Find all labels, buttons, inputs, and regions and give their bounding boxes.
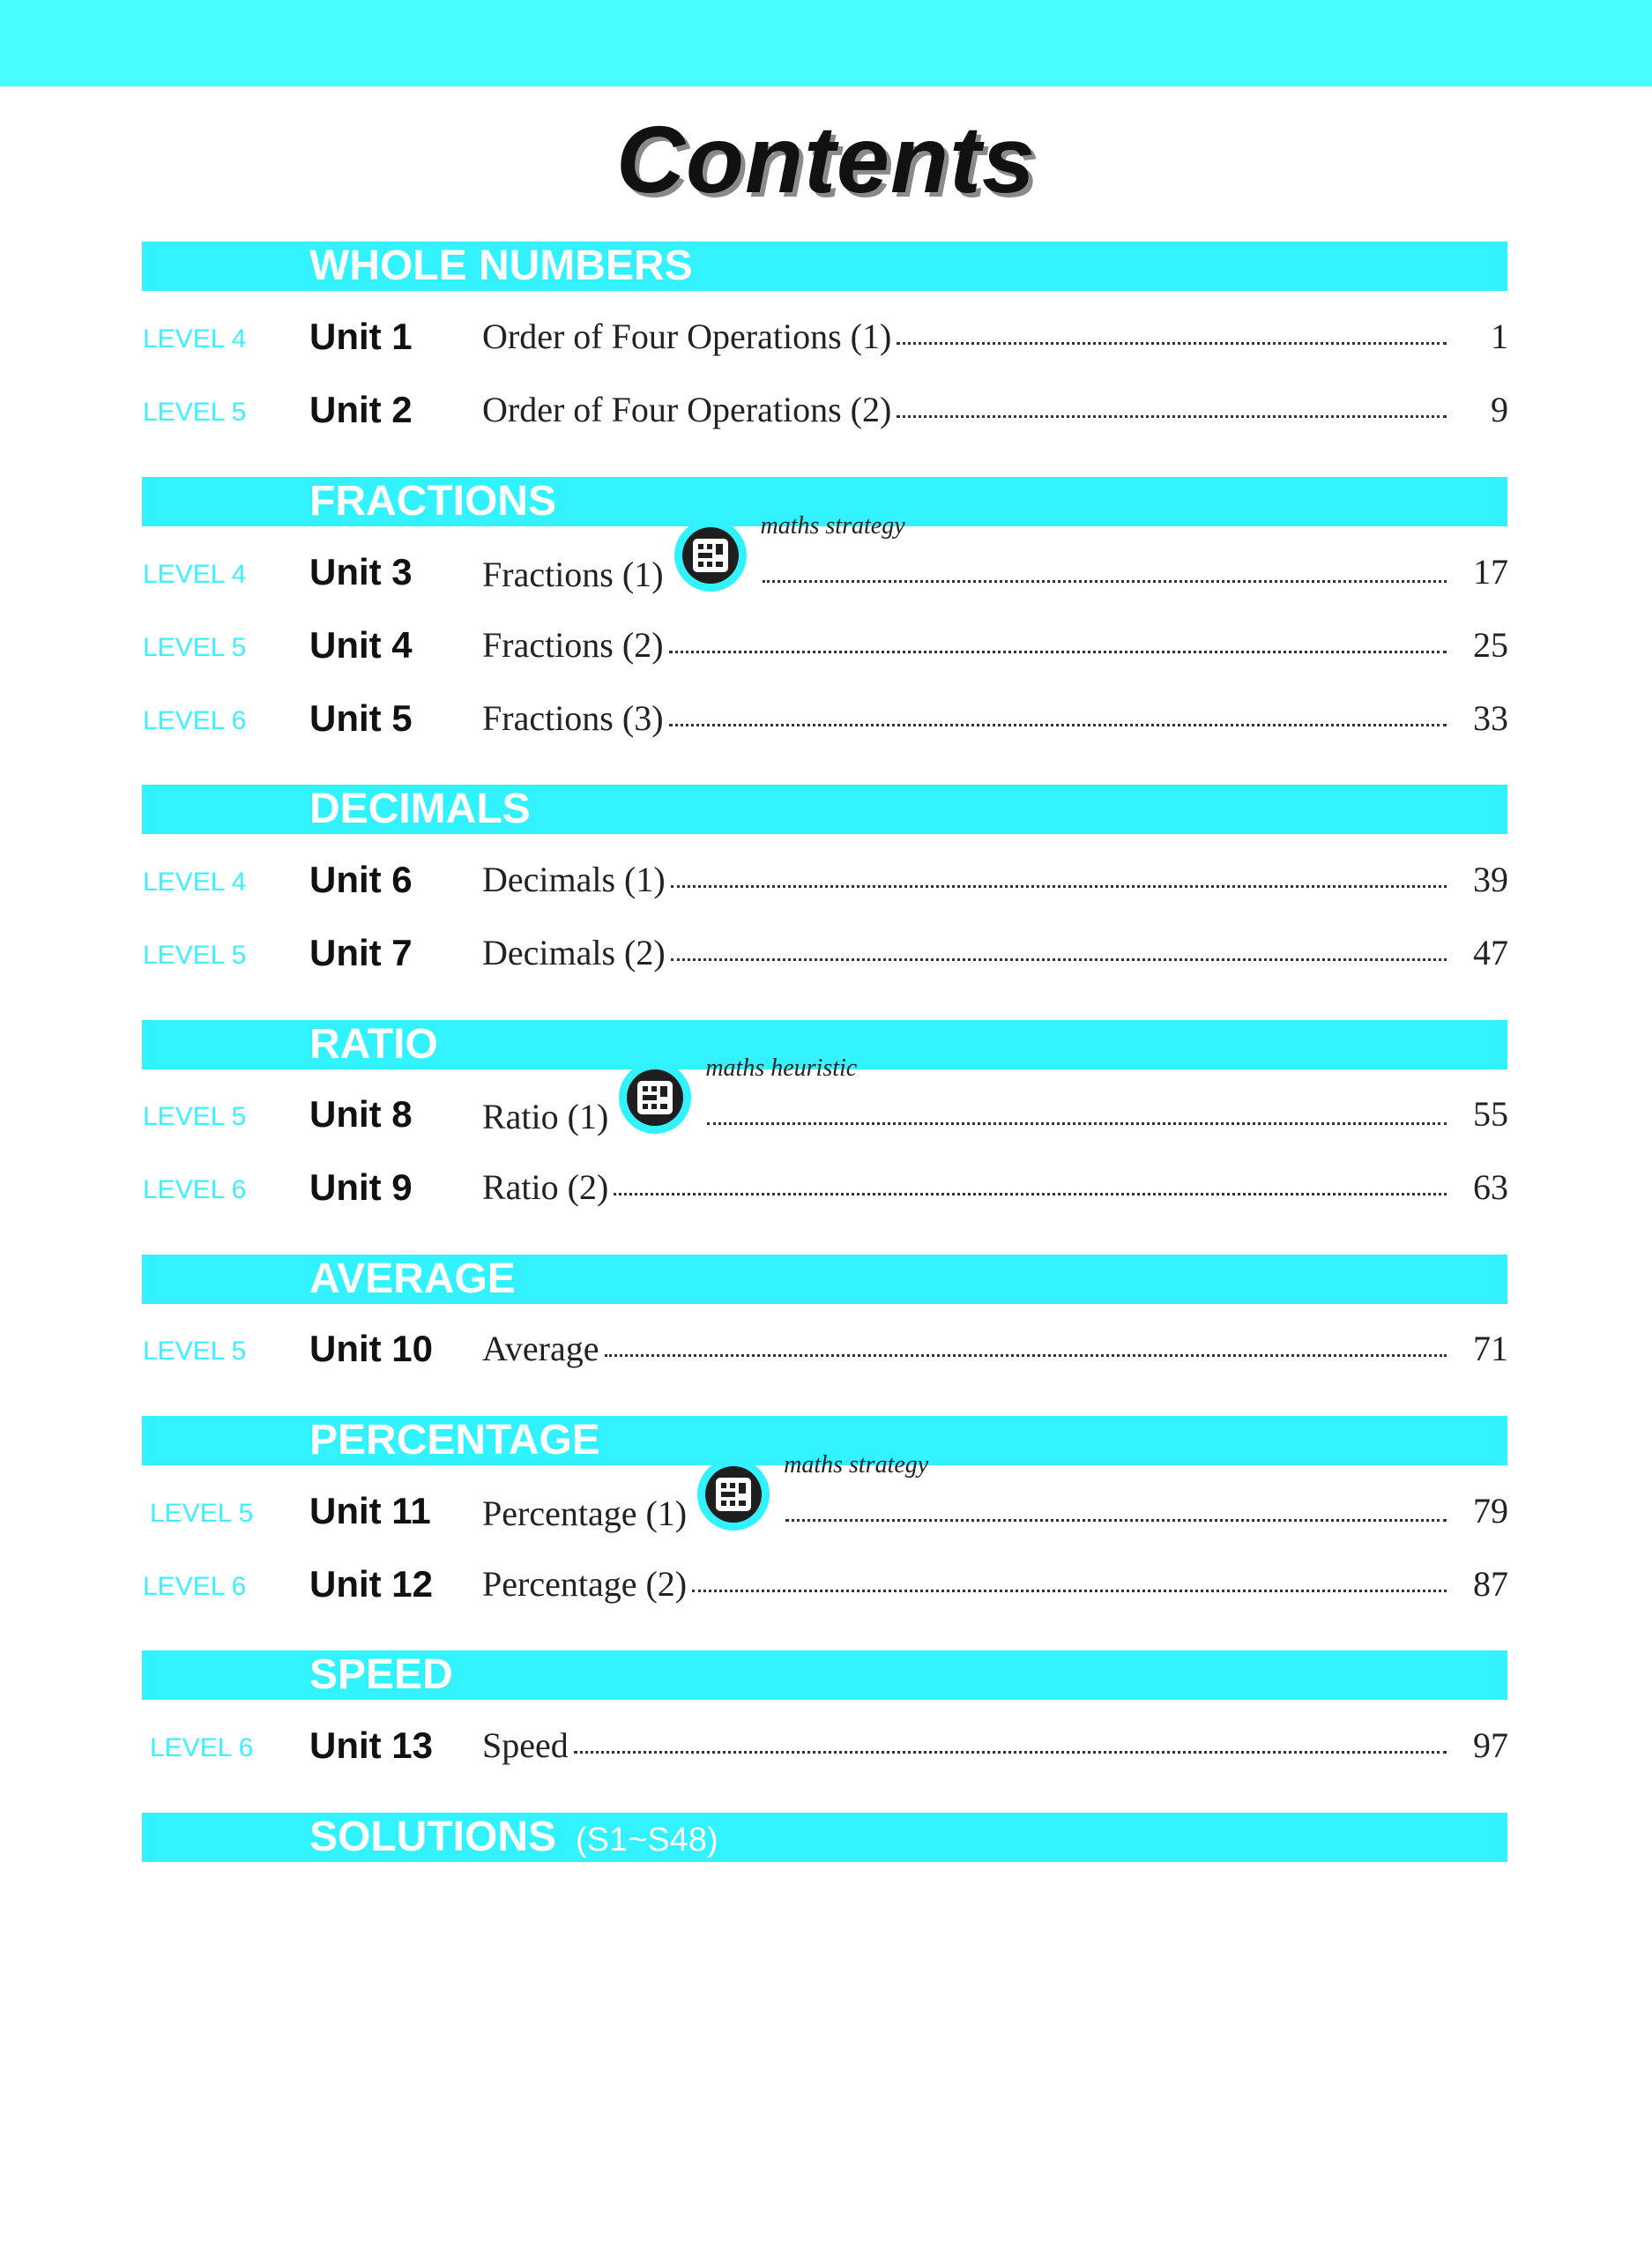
level-label: LEVEL 6: [143, 706, 247, 735]
toc-entry: [482, 389, 1447, 433]
dot-leader: [671, 958, 1447, 961]
page-number: 39: [1473, 860, 1508, 899]
dot-leader: [605, 1354, 1447, 1357]
toc-row[interactable]: [0, 1054, 1652, 1144]
section-title: PERCENTAGE: [309, 1417, 600, 1464]
page-number: 33: [1473, 698, 1508, 738]
dot-leader: [669, 724, 1447, 726]
unit-label: Unit 5: [309, 697, 413, 739]
section-title: FRACTIONS: [309, 478, 556, 525]
toc-entry: [482, 859, 1447, 903]
page-number: 79: [1473, 1491, 1508, 1531]
page-number: 55: [1473, 1094, 1508, 1134]
page-number: 87: [1473, 1564, 1508, 1604]
section-speed: [142, 1650, 1507, 1700]
unit-title: Fractions (3): [482, 698, 664, 738]
toc-row[interactable]: [0, 1561, 1652, 1614]
toc-row[interactable]: [0, 314, 1652, 367]
unit-title: Fractions (2): [482, 625, 664, 665]
page-number: 25: [1473, 625, 1508, 665]
dot-leader: [574, 1751, 1447, 1754]
level-label: LEVEL 6: [143, 1572, 247, 1601]
strategy-badge: [697, 1451, 929, 1525]
level-label: LEVEL 5: [143, 633, 247, 662]
toc-entry: [482, 1563, 1447, 1607]
toc-entry: [482, 697, 1447, 741]
unit-title: Percentage (1): [482, 1493, 688, 1533]
toc-row[interactable]: [0, 857, 1652, 910]
unit-title: Fractions (1): [482, 555, 664, 594]
toc-entry: [482, 1451, 1447, 1534]
solutions-title: SOLUTIONS: [309, 1814, 557, 1860]
page-title: Contents: [616, 106, 1036, 212]
page-number: 1: [1491, 317, 1508, 356]
toc-entry: [482, 624, 1447, 668]
page-number: 17: [1473, 552, 1508, 592]
unit-label: Unit 9: [309, 1166, 413, 1208]
top-band: [0, 0, 1652, 86]
toc-entry: [482, 932, 1447, 976]
toc-entry: [482, 512, 1447, 595]
page-number: 97: [1473, 1725, 1508, 1765]
toc-row[interactable]: [0, 622, 1652, 675]
level-label: LEVEL 4: [143, 868, 247, 897]
strategy-badge: [674, 512, 905, 586]
toc-row[interactable]: [0, 1326, 1652, 1379]
dot-leader: [692, 1590, 1447, 1592]
dot-leader: [897, 415, 1447, 418]
unit-label: Unit 3: [309, 551, 413, 592]
book-puzzle-icon: [697, 1458, 770, 1531]
unit-label: Unit 7: [309, 932, 413, 973]
toc-row[interactable]: [0, 696, 1652, 749]
unit-title: Decimals (2): [482, 933, 666, 972]
unit-title: Ratio (2): [482, 1167, 609, 1207]
dot-leader: [707, 1122, 1447, 1125]
unit-title: Ratio (1): [482, 1097, 609, 1136]
toc-row[interactable]: [0, 512, 1652, 602]
unit-label: Unit 10: [309, 1328, 434, 1369]
badge-tag: maths strategy: [760, 512, 905, 540]
section-title: RATIO: [309, 1021, 438, 1068]
unit-label: Unit 13: [309, 1724, 434, 1766]
unit-label: Unit 11: [309, 1490, 431, 1531]
unit-title: Percentage (2): [482, 1564, 688, 1604]
badge-tag: maths strategy: [784, 1451, 929, 1479]
section-title: WHOLE NUMBERS: [309, 242, 693, 289]
dot-leader: [897, 342, 1447, 345]
toc-row[interactable]: [0, 1723, 1652, 1776]
dot-leader: [614, 1193, 1447, 1196]
toc-row[interactable]: [0, 387, 1652, 440]
section-decimals: [142, 785, 1507, 834]
dot-leader: [671, 885, 1447, 888]
unit-title: Order of Four Operations (2): [482, 390, 892, 429]
unit-label: Unit 4: [309, 624, 413, 666]
book-puzzle-icon: [619, 1061, 691, 1134]
unit-title: Order of Four Operations (1): [482, 317, 892, 356]
page-number: 63: [1473, 1167, 1508, 1207]
unit-title: Decimals (1): [482, 860, 666, 899]
heuristic-badge: [619, 1054, 858, 1128]
page-number: 71: [1473, 1329, 1508, 1368]
section-title: DECIMALS: [309, 786, 531, 832]
unit-label: Unit 12: [309, 1563, 434, 1605]
dot-leader: [763, 580, 1447, 583]
page-number: 9: [1491, 390, 1508, 429]
page-number: 47: [1473, 933, 1508, 972]
level-label: LEVEL 5: [143, 1102, 247, 1131]
dot-leader: [785, 1519, 1447, 1522]
level-label: LEVEL 5: [143, 941, 247, 970]
level-label: LEVEL 5: [143, 1337, 247, 1366]
section-title: [309, 1813, 718, 1865]
toc-row[interactable]: [0, 1451, 1652, 1541]
unit-label: Unit 2: [309, 389, 413, 430]
level-label: LEVEL 5: [143, 398, 247, 427]
section-average: [142, 1255, 1507, 1304]
badge-tag: maths heuristic: [705, 1054, 858, 1082]
toc-row[interactable]: [0, 1165, 1652, 1218]
level-label: LEVEL 4: [143, 560, 247, 589]
book-puzzle-icon: [674, 519, 747, 592]
section-solutions: [142, 1813, 1507, 1862]
unit-label: Unit 6: [309, 859, 413, 900]
unit-label: Unit 8: [309, 1093, 413, 1135]
unit-label: Unit 1: [309, 316, 413, 357]
toc-entry: [482, 316, 1447, 360]
toc-entry: [482, 1328, 1447, 1372]
section-whole-numbers: [142, 242, 1507, 291]
toc-entry: [482, 1724, 1447, 1769]
section-title: SPEED: [309, 1651, 453, 1698]
level-label: LEVEL 4: [143, 324, 247, 354]
level-label: LEVEL 6: [150, 1733, 254, 1762]
level-label: LEVEL 5: [150, 1499, 254, 1528]
unit-title: Speed: [482, 1725, 569, 1765]
unit-title: Average: [482, 1329, 599, 1368]
toc-entry: [482, 1166, 1447, 1210]
level-label: LEVEL 6: [143, 1175, 247, 1204]
toc-row[interactable]: [0, 930, 1652, 983]
toc-entry: [482, 1054, 1447, 1137]
dot-leader: [669, 651, 1447, 653]
solutions-range: (S1~S48): [576, 1821, 718, 1858]
section-title: AVERAGE: [309, 1255, 516, 1302]
